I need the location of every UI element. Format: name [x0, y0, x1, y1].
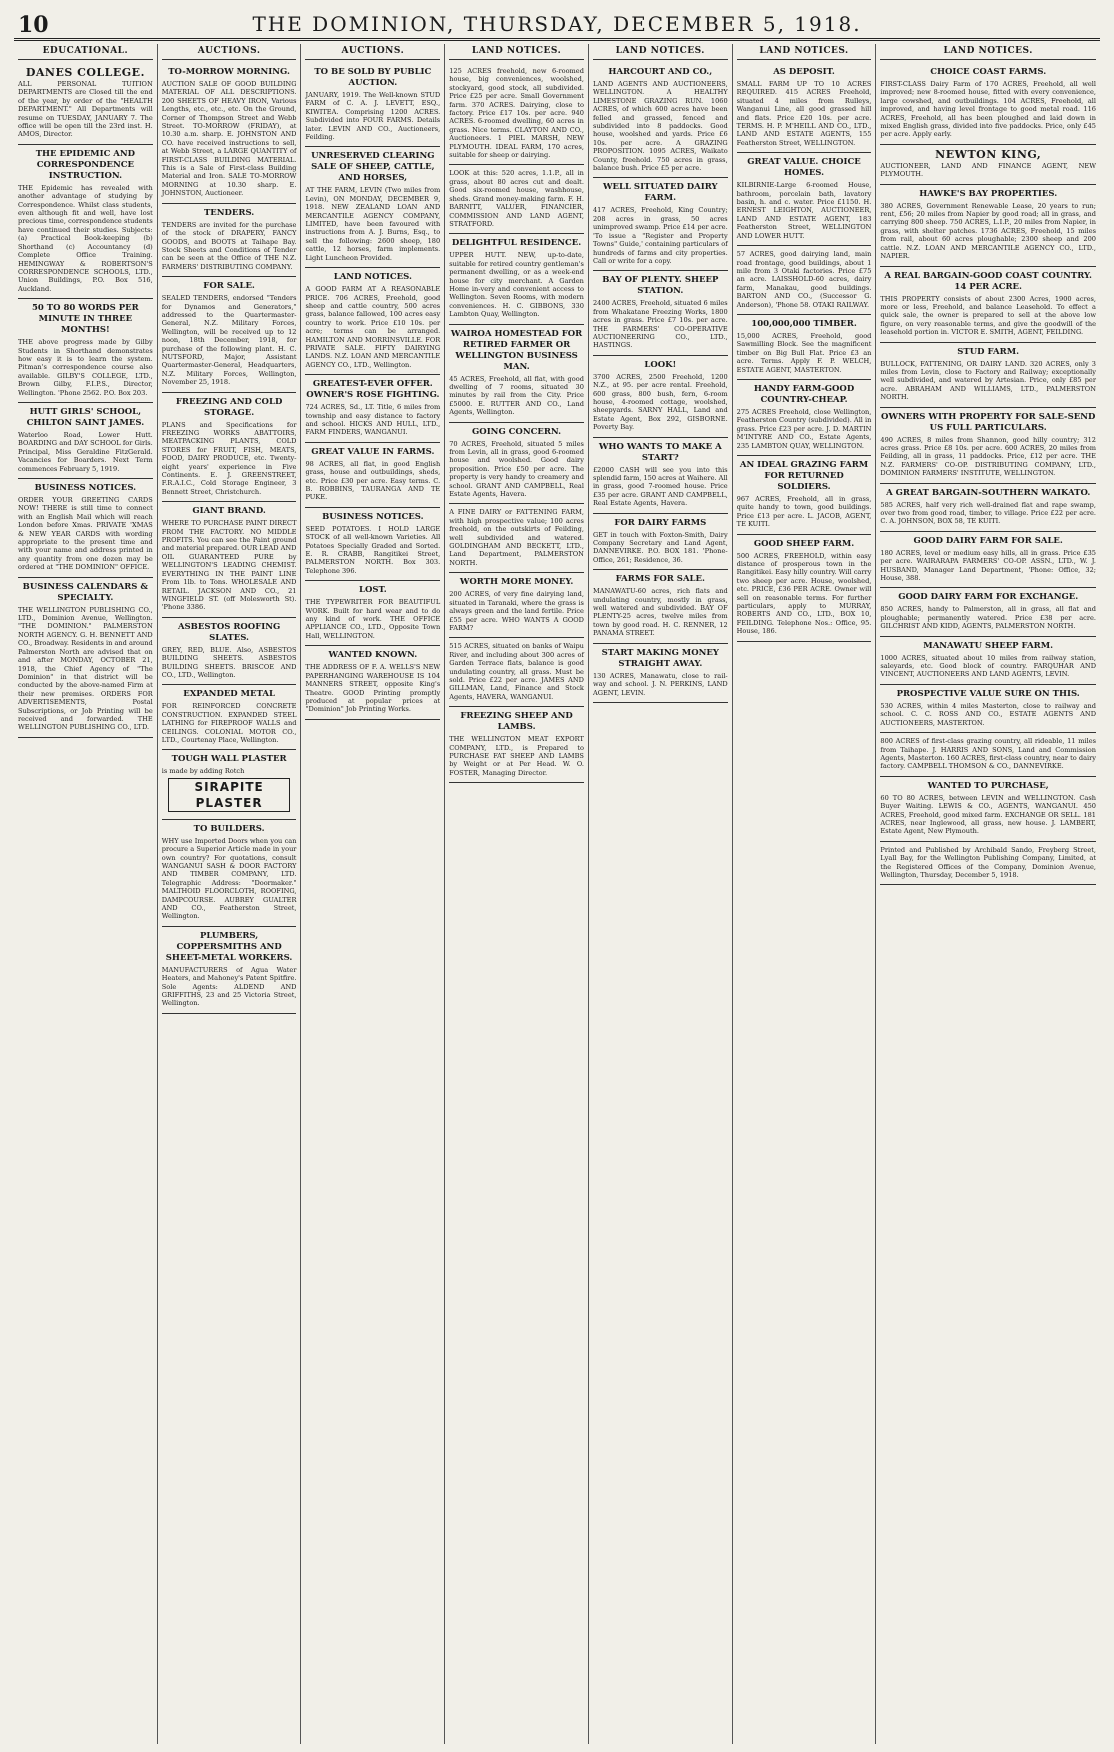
advertisement — [593, 570, 728, 643]
advertisement — [305, 508, 440, 581]
ad-heading: BAY OF PLENTY. SHEEP STATION. — [602, 275, 719, 297]
ad-heading: HAWKE'S BAY PROPERTIES. — [919, 188, 1058, 199]
advertisement — [880, 532, 1096, 589]
ad-body: 380 ACRES, Government Renewable Lease, 20 years to run; rent, £56; 20 miles from Napier by good road; all in grass, and carrying 800 sheep. 750 ACRES, L.I.P., 20 miles from Napier, in grass, with shelter patches. 1736 ACRES, Freehold, 15 miles from rail, about 60 acres ploughable; 2300 sheep and 200 cattle. N.Z. LOAN AND MERCANTILE AGENCY CO., LTD., NAPIER. — [880, 201, 1096, 261]
advertisement — [18, 145, 153, 299]
ad-heading: GOOD DAIRY FARM FOR EXCHANGE. — [898, 592, 1079, 603]
ad-heading: AN IDEAL GRAZING FARM FOR RETURNED SOLDIERS. — [739, 460, 869, 492]
advertisement — [449, 504, 584, 573]
ad-heading: TO-MORROW MORNING. — [168, 67, 290, 77]
ad-body: 1000 ACRES, situated about 10 miles from railway station, saleyards, etc. Good block of country. FARQUHAR AND VINCENT, AUCTIONEERS AND LAND AGENTS, LEVIN. — [880, 653, 1096, 679]
ad-body: 98 ACRES, all flat, in good English grass, house and outbuildings, sheds, etc. Price £30 per acre. Easy terms. C. B. ROBBINS, TAURANGA AND TE PUKE. — [305, 459, 441, 502]
ad-heading: PLUMBERS, COPPERSMITHS AND SHEET-METAL WORKERS. — [165, 930, 293, 963]
column-3 — [300, 44, 444, 1744]
ad-heading: FREEZING AND COLD STORAGE. — [175, 396, 283, 418]
column-heading: AUCTIONS. — [305, 44, 440, 60]
ad-heading: WELL SITUATED DAIRY FARM. — [603, 182, 718, 204]
ad-heading: AS DEPOSIT. — [773, 67, 835, 77]
ad-heading: STUD FARM. — [957, 346, 1020, 357]
ad-body: 800 ACRES of first-class grazing country, all rideable, 11 miles from Taihape. J. HARRIS AND SONS, Land and Commission Agents, Masterton. 160 ACRES, first-class country, near to dairy factory. CAMPBELL THOMSON & CO., DANNEVIRKE. — [880, 737, 1096, 771]
column-heading: EDUCATIONAL. — [18, 44, 153, 60]
ad-heading: GOOD DAIRY FARM FOR SALE. — [913, 535, 1063, 546]
advertisement — [737, 63, 872, 153]
advertisement — [162, 204, 297, 277]
advertisement — [880, 777, 1096, 842]
ad-body: ORDER YOUR GREETING CARDS NOW! THERE is still time to connect with an English Mail which will reach London before Xmas. PRIVATE 'XMAS & NEW YEAR CARDS with wording appropriate to the present time and with your name and address printed in any quantity from one dozen may be ordered at "THE DOMINION" OFFICE. — [18, 496, 153, 572]
ad-body: AUCTIONEER, LAND AND FINANCE AGENT, NEW PLYMOUTH. — [880, 161, 1096, 179]
ad-heading: ASBESTOS ROOFING SLATES. — [177, 621, 281, 643]
ad-body: A FINE DAIRY or FATTENING FARM, with high prospective value; 100 acres freehold, on the outskirts of Feilding, well subdivided and watered. GOLDINGHAM AND BECKETT, LTD., Land Department, PALMERSTON NORTH. — [449, 508, 584, 567]
ad-body: is made by adding Rotch — [161, 767, 245, 776]
advertisement — [593, 178, 728, 271]
ad-body: 724 ACRES, Sd., LT. Title, 6 miles from township and easy distance to factory and school. HICKS AND HULL, LTD., FARM FINDERS, WANGANUI. — [305, 403, 441, 437]
column-5 — [588, 44, 732, 1744]
ad-body: THE WELLINGTON MEAT EXPORT COMPANY, LTD., is Prepared to PURCHASE FAT SHEEP AND LAMBS by Weight or at Per Head. W. O. FOSTER, Managing Director. — [449, 735, 584, 777]
ad-body: ALL PERSONAL TUITION DEPARTMENTS are Closed till the end of the year, by order of the "HEALTH DEPARTMENT." All Departments will resume on TUESDAY, JANUARY 7. The office will be open till the 23rd inst. H. AMOS, Director. — [18, 80, 153, 139]
page-number: 10 — [18, 12, 49, 38]
advertisement — [880, 185, 1096, 267]
ad-heading: A GREAT BARGAIN-SOUTHERN WAIKATO. — [886, 487, 1091, 498]
advertisement — [449, 573, 584, 638]
column-heading: LAND NOTICES. — [593, 44, 728, 60]
advertisement — [737, 153, 872, 246]
ad-heading: GREAT VALUE. CHOICE HOMES. — [747, 157, 861, 179]
ad-body: SMALL FARM UP TO 10 ACRES REQUIRED. 415 ACRES Freehold, situated 4 miles from Rulleys, Wanganui Line, all good grassed hill and flats. Price £20 10s. per acre. TERMS. H. P. M'HEILL AND CO., LTD., LAND AND ESTATE AGENTS, 155 Featherston Street, WELLINGTON. — [736, 80, 872, 147]
advertisement — [593, 271, 728, 355]
advertisement — [737, 246, 872, 315]
ad-body: AUCTION SALE OF GOOD BUILDING MATERIAL OF ALL DESCRIPTIONS. 200 SHEETS OF HEAVY IRON, Various Lengths, etc., etc., etc. On the Ground, Corner of Thompson Street and Webb Street. TO-MORROW (FRIDAY), at 10.30 a.m. sharp. E. JOHNSTON AND CO. have received instructions to sell, at Webb Street, a LARGE QUANTITY of FIRST-CLASS BUILDING MATERIAL. This is a Sale of First-class Building Material and Iron. SALE TO-MORROW MORNING at 10.30 sharp. E. JOHNSTON, Auctioneer. — [161, 80, 297, 198]
advertisement — [305, 268, 440, 375]
advertisement — [593, 356, 728, 438]
advertisement — [162, 393, 297, 503]
ad-heading: 100,000,000 TIMBER. — [751, 318, 857, 329]
ad-body: TENDERS are invited for the purchase of the stock of DRAPERY, FANCY GOODS, and BOOTS at Taihape Bay. Stock Sheets and Conditions of Tender can be seen at the Office of THE N.Z. FARMERS' DISTRIBUTING COMPANY. — [161, 220, 297, 271]
ad-body: WHY use Imported Doors when you can procure a Superior Article made in your own country? For quotations, consult WANGANUI SASH & DOOR FACTORY AND TIMBER COMPANY, LTD. Telegraphic Address: "Doormaker." MALTHOID FLOORCLOTH, ROOFING, DAMPCOURSE. AUBREY GUALTER AND CO., Featherston Street, Wellington. — [161, 836, 297, 921]
ad-heading: NEWTON KING, — [935, 147, 1042, 161]
ad-body: KILBIRNIE-Large 6-roomed House, bathroom, porcelain bath, lavatory basin, h. and c. water. Price £1150. H. ERNEST LEIGHTON, AUCTIONEER, LAND AND ESTATE AGENT, 183 Featherston Street, WELLINGTON AND LOWER HUTT. — [736, 181, 872, 240]
ad-body: 3700 ACRES, 2500 Freehold, 1200 N.Z., at 95. per acre rental. Freehold, 600 grass, 800 bush, fern, 6-room house, 4-roomed cottage, woolshed, sheepyards. SARNY HALL, Land and Estate Agent, Box 292, GISBORNE. Poverty Bay. — [592, 372, 728, 432]
ad-body: 500 ACRES, FREEHOLD, within easy distance of prosperous town in the Rangitikei. Easy hilly country. Will carry two sheep per acre. House, woolshed, etc. PRICE, £36 PER ACRE. Owner will sell on reasonable terms. For further particulars, apply to MURRAY, ROBERTS AND CO., LTD., BOX 10, FEILDING. Telephone Nos.: Office, 95. House, 186. — [736, 551, 872, 636]
ad-body: THE ADDRESS OF F. A. WELLS'S NEW PAPERHANGING WAREHOUSE IS 104 MANNERS STREET, opposite King's Theatre. GOOD Printing promptly produced at popular prices at "Dominion" Job Printing Works. — [305, 663, 441, 714]
advertisement — [449, 325, 584, 423]
advertisement — [737, 380, 872, 456]
ad-body: 125 ACRES freehold, new 6-roomed house, big conveniences, woolshed, stockyard, good stock, all subdivided. Price £25 per acre. Small Government farm. 370 ACRES. Dairying, close to factory. Price £17 10s. per acre. 940 ACRES. 6-roomed dwelling, 60 acres in grass. Nice terms. CLAYTON AND CO., Auctioneers. 1 PIEL MARSH, NEW PLYMOUTH. IDEAL FARM, 170 acres, suitable for sheep or dairying. — [449, 67, 584, 160]
ad-heading: FARMS FOR SALE. — [615, 574, 705, 585]
ad-heading: HUTT GIRLS' SCHOOL, CHILTON SAINT JAMES. — [26, 406, 145, 428]
column-heading: LAND NOTICES. — [880, 44, 1096, 60]
ad-heading: START MAKING MONEY STRAIGHT AWAY. — [601, 647, 719, 669]
advertisement — [593, 63, 728, 178]
advertisement — [162, 618, 297, 686]
ad-body: 515 ACRES, situated on banks of Waipu River, and including about 300 acres of Garden Terrace flats, balance is good undulating country, all grass. Must be sold. Price £22 per acre. JAMES AND GILLMAN, Land, Finance and Stock Agents, HAVERA, WANGANUI. — [449, 642, 584, 701]
ad-heading: LOST. — [358, 585, 387, 596]
ad-heading: FREEZING SHEEP AND LAMBS. — [460, 711, 573, 733]
advertisement — [880, 145, 1096, 185]
advertisement — [162, 750, 297, 819]
ad-body: MANUFACTURERS of Agua Water Heaters, and Mahoney's Patent Spitfire. Sole Agents: ALDEND AND GRIFFITHS, 23 and 25 Victoria Street, Wellington. — [161, 965, 297, 1008]
ad-body: 60 TO 80 ACRES, between LEVIN and WELLINGTON. Cash Buyer Waiting. LEWIS & CO., AGENTS, WANGANUI. 450 ACRES, Freehold, good mixed farm. EXCHANGE OR SELL. 181 ACRES, near Inglewood, all grass, new house. J. LAMBERT, Estate Agent, New Plymouth. — [880, 793, 1096, 836]
ad-heading: PROSPECTIVE VALUE SURE ON THIS. — [896, 688, 1080, 699]
advertisement — [18, 479, 153, 578]
column-heading: AUCTIONS. — [162, 44, 297, 60]
ad-heading: UNRESERVED CLEARING SALE OF SHEEP, CATTLE, AND HORSES, — [311, 151, 435, 184]
column-7 — [875, 44, 1100, 1744]
ad-body: THE above progress made by Gilby Students in Shorthand demonstrates how easy it is to learn the system. Pitman's correspondence course also available. GILBY'S COLLEGE, LTD., Brown Gilby, F.I.P.S., Director, Wellington. 'Phone 2562. P.O. Box 203. — [18, 338, 153, 397]
ad-heading: EXPANDED METAL — [183, 689, 275, 700]
masthead — [14, 8, 1100, 41]
ad-display-line: SIRAPITE PLASTER — [168, 778, 291, 812]
ad-body: SEED POTATOES. I HOLD LARGE STOCK of all well-known Varieties. All Potatoes Specially Graded and Sorted. E. R. CRABB, Rangitikei Street, PALMERSTON NORTH. Box 303. Telephone 396. — [305, 524, 441, 575]
ad-body: THIS PROPERTY consists of about 2300 Acres, 1900 acres, more or less, Freehold, and balance Leasehold. To effect a quick sale, the owner is prepared to sell at the above low figure, on very reasonable terms, and give the goodwill of the leasehold portion in. VICTOR E. SMITH, AGENT, FEILDING. — [880, 294, 1096, 337]
ad-heading: TO BE SOLD BY PUBLIC AUCTION. — [314, 67, 432, 88]
advertisement — [593, 438, 728, 514]
ad-heading: MANAWATU SHEEP FARM. — [923, 640, 1054, 651]
advertisement — [880, 637, 1096, 685]
ad-body: 490 ACRES, 8 miles from Shannon, good hilly country; 312 acres grass. Price £8 10s. per acre. 600 ACRES, 20 miles from Feilding, all in grass, 11 paddocks. Price, £12 per acre. THE N.Z. FARMERS' CO-OP. DISTRIBUTING COMPANY, LTD., DOMINION FARMERS' INSTITUTE, WELLINGTON. — [880, 435, 1096, 478]
advertisement — [162, 63, 297, 204]
ad-body: Waterloo Road, Lower Hutt. BOARDING and DAY SCHOOL for Girls. Principal, Miss Geraldine FitzGerald. Vacancies for Boarders. Next Term commences February 5, 1919. — [18, 430, 153, 473]
ad-heading: OWNERS WITH PROPERTY FOR SALE-SEND US FULL PARTICULARS. — [881, 411, 1096, 433]
column-4 — [444, 44, 588, 1744]
ad-body: BULLOCK, FATTENING, OR DAIRY LAND. 320 ACRES, only 3 miles from Levin, close to Factory and Railway; exceptionally well subdivided, and watered by Artesian. Price, only £85 per acre. ABRAHAM AND WILLIAMS, LTD., PALMERSTON NORTH. — [880, 359, 1096, 402]
ad-body: 530 ACRES, within 4 miles Masterton, close to railway and school. C. C. ROSS AND CO., ESTATE AGENTS AND AUCTIONEERS, MASTERTON. — [880, 701, 1096, 727]
ad-body: THE TYPEWRITER FOR BEAUTIFUL WORK. Built for hard wear and to do any kind of work. THE OFFICE APPLIANCE CO., LTD., Opposite Town Hall, WELLINGTON. — [305, 598, 441, 640]
advertisement — [593, 514, 728, 571]
ad-body: 70 ACRES, Freehold, situated 5 miles from Levin, all in grass, good 6-roomed house and woolshed. Good dairy proposition. Price £50 per acre. The property is very handy to creamery and school. GRANT AND CAMPBELL, Real Estate Agents, Havera. — [449, 439, 584, 499]
ad-body: THE Epidemic has revealed with another advantage of studying by Correspondence. Whilst class students, even although fit and well, have lost precious time, correspondence students have continued their studies. Subjects: (a) Practical Book-keeping (b) Shorthand (c) Accountancy (d) Complete Office Training. HEMINGWAY & ROBERTSON'S CORRESPONDENCE SCHOOLS, LTD., Union Buildings, P.O. Box 516, Auckland. — [18, 183, 153, 293]
ad-body: 967 ACRES, Freehold, all in grass, quite handy to town, good buildings. Price £13 per acre. L. JACOB, AGENT, TE KUITI. — [736, 495, 872, 529]
ad-body: 275 ACRES Freehold, close Wellington, Featherston Country (subdivided). All in grass. Price £23 per acre. J. D. MARTIN M'INTYRE AND CO., Estate Agents, 235 LAMBTON QUAY, WELLINGTON. — [736, 407, 872, 450]
ad-heading: CHOICE COAST FARMS. — [930, 67, 1047, 77]
column-6 — [732, 44, 876, 1744]
ad-body: PLANS and Specifications for FREEZING WORKS ABATTOIRS, MEATPACKING PLANTS, COLD STORES for FRUIT, FISH, MEATS, FOOD, DAIRY PRODUCE, etc. Twenty-eight years' experience in Five Continents. E. J. GREENSTREET, F.R.A.I.C., Cold Storage Engineer, 3 Bennett Street, Christchurch. — [161, 420, 297, 496]
advertisement — [18, 578, 153, 738]
advertisement — [880, 685, 1096, 733]
ad-body: Printed and Published by Archibald Sando, Freyberg Street, Lyall Bay, for the Wellington Publishing Company, Limited, at the Registered Offices of the Company, Dominion Avenue, Wellington, Thursday, December 5, 1918. — [880, 845, 1096, 879]
advertisement — [305, 375, 440, 443]
advertisement — [162, 927, 297, 1014]
ad-body: MANAWATU-60 acres, rich flats and undulating country, mostly in grass, well watered and subdivided. BAY OF PLENTY-25 acres, twelve miles from town by good road. H. C. RENNER, 12 PANAMA STREET. — [592, 587, 728, 638]
ad-body: UPPER HUTT. NEW, up-to-date, suitable for retired country gentleman's permanent dwelling, or as a week-end house for city merchant. A Garden Home in-very and convenient access to Wellington. Seven Rooms, with modern conveniences. H. C. GIBBONS, 330 Lambton Quay, Wellington. — [449, 251, 584, 319]
ad-body: SEALED TENDERS, endorsed "Tenders for Dynamos and Generators," addressed to the Quartermaster-General, N.Z. Military Forces, Wellington, will be received up to 12 noon, 18th December, 1918, for purchase of the following plant. H. C. NUTSFORD, Major, Assistant Quartermaster-General, Headquarters, N.Z. Military Forces, Wellington, November 25, 1918. — [161, 294, 297, 387]
ad-body: 180 ACRES, level or medium easy hills, all in grass. Price £35 per acre. WAIRARAPA FARMERS' CO-OP. ASSN., LTD., W. J. HUSBAND, Manager Land Department, 'Phone: Office, 32; House, 388. — [880, 548, 1096, 583]
advertisement — [449, 638, 584, 707]
ad-heading: HARCOURT AND CO., — [608, 67, 713, 77]
advertisement — [162, 502, 297, 617]
advertisement — [305, 646, 440, 719]
advertisement — [880, 343, 1096, 408]
ad-body: AT THE FARM, LEVIN (Two miles from Levin), ON MONDAY, DECEMBER 9, 1918. NEW ZEALAND LOAN AND MERCANTILE AGENCY COMPANY, LIMITED, have been favoured with instructions from A. J. Burns, Esq., to sell the following: 2600 sheep, 180 cattle, 12 horses, farm implements. Light Luncheon Provided. — [305, 186, 441, 262]
advertisement — [737, 535, 872, 642]
advertisement — [305, 443, 440, 508]
ad-body: 850 ACRES, handy to Palmerston, all in grass, all flat and ploughable; permanently watered. Price £38 per acre. GILCHRIST AND KIDD, AGENTS, PALMERSTON NORTH. — [880, 605, 1096, 631]
advertisement — [737, 456, 872, 535]
advertisement — [449, 165, 584, 234]
ad-heading: WORTH MORE MONEY. — [459, 577, 574, 588]
masthead-title: THE DOMINION, THURSDAY, DECEMBER 5, 1918. — [252, 12, 862, 36]
ad-heading: TENDERS. — [203, 207, 255, 218]
ad-body: 585 ACRES, half very rich well-drained flat and rape swamp, over two from good road, timber, to village. Price £22 per acre. C. A. JOHNSON, BOX 58, TE KUITI. — [880, 500, 1096, 526]
ad-heading: WANTED TO PURCHASE, — [927, 780, 1049, 791]
ad-heading: WANTED KNOWN. — [328, 650, 418, 661]
ad-body: GREY, RED, BLUE. Also, ASBESTOS BUILDING SHEETS. ASBESTOS BUILDING SHEETS. BRISCOE AND CO., LTD., Wellington. — [161, 645, 297, 679]
column-2 — [157, 44, 301, 1744]
ad-body: THE WELLINGTON PUBLISHING CO., LTD., Dominion Avenue, Wellington. "THE DOMINION." PALMERSTON NORTH AGENCY. G. H. BENNETT AND CO., Broadway. Residents in and around Palmerston North are advised that on and after MONDAY, OCTOBER 21, 1918, the Chief Agency of "The Dominion" in that district will be conducted by the above-named Firm at their new premises. ORDERS FOR ADVERTISEMENTS, Postal Subscriptions, or Job Printing will be received and forwarded. THE WELLINGTON PUBLISHING CO., LTD. — [18, 605, 153, 732]
column-heading: LAND NOTICES. — [737, 44, 872, 60]
advertisement — [593, 644, 728, 703]
ad-body: 15,000 ACRES, Freehold, good Sawmilling Block. See the magnificent timber on Big Bull Flat. Price £3 an acre. Terms. Apply F. P. WELCH, ESTATE AGENT, MASTERTON. — [736, 331, 872, 374]
advertisement — [880, 267, 1096, 343]
ad-heading: WHO WANTS TO MAKE A START? — [598, 441, 722, 463]
ad-body: 45 ACRES, Freehold, all flat, with good dwelling of 7 rooms, situated 30 minutes by rail from the City. Price £5000. E. RUTTER AND CO., Land Agents, Wellington. — [449, 374, 584, 417]
ad-body: £2000 CASH will see you into this splendid farm, 150 acres at Waihere. All in grass, good 7-roomed house. Price £35 per acre. GRANT AND CAMPBELL, Real Estate Agents, Havera. — [592, 465, 728, 508]
advertisement — [737, 315, 872, 380]
advertisement — [880, 63, 1096, 145]
ad-body: A GOOD FARM AT A REASONABLE PRICE. 706 ACRES, Freehold, good sheep and cattle country, 500 acres grass, balance fallowed, 100 acres easy country to work. Price £10 10s. per acre; terms can be arranged. HAMILTON AND MORRINSVILLE. FOR PRIVATE SALE. FIFTY DAIRYING LANDS. N.Z. LOAN AND MERCANTILE AGENCY CO., LTD., Wellington. — [305, 285, 441, 369]
advertisement — [880, 588, 1096, 636]
ad-heading: BUSINESS CALENDARS & SPECIALTY. — [22, 581, 149, 603]
ad-heading: LAND NOTICES. — [333, 272, 412, 283]
advertisement — [880, 408, 1096, 484]
advertisement — [305, 581, 440, 646]
ad-heading: THE EPIDEMIC AND CORRESPONDENCE INSTRUCTION. — [35, 148, 136, 181]
advertisement — [162, 820, 297, 927]
advertisement — [449, 707, 584, 783]
ad-heading: BUSINESS NOTICES. — [322, 511, 424, 522]
ad-heading: DELIGHTFUL RESIDENCE. — [451, 238, 582, 249]
ad-heading: WAIROA HOMESTEAD FOR RETIRED FARMER OR WELLINGTON BUSINESS MAN. — [450, 328, 583, 372]
advertisement — [449, 423, 584, 505]
advertisement — [18, 403, 153, 479]
ad-heading: TOUGH WALL PLASTER — [171, 754, 287, 765]
ad-heading: FOR DAIRY FARMS — [614, 517, 707, 528]
ad-heading: HANDY FARM-GOOD COUNTRY-CHEAP. — [753, 383, 855, 405]
column-heading: LAND NOTICES. — [449, 44, 584, 60]
ad-heading: TO BUILDERS. — [193, 823, 265, 834]
ad-heading: FOR SALE. — [203, 281, 255, 292]
advertisement — [305, 63, 440, 147]
ad-heading: BUSINESS NOTICES. — [34, 483, 137, 493]
ad-body: GET in touch with Foxton-Smith, Dairy Company Secretary and Land Agent, DANNEVIRKE. P.O. BOX 181. 'Phone-Office, 261; Residence, 36. — [592, 530, 728, 564]
advertisement — [880, 842, 1096, 886]
ad-heading: A REAL BARGAIN-GOOD COAST COUNTRY. 14 PER ACRE. — [884, 270, 1092, 292]
ad-body: LOOK at this: 520 acres, 1.1.P., all in grass, about 80 acres cut and dealt. Good six-roomed house, washhouse, sheds. Grand money-making farm. F. H. BARNITT, VALUER, FINANCIER, COMMISSION AND LAND AGENT, STRATFORD. — [449, 169, 584, 228]
ad-body: 200 ACRES, of very fine dairying land, situated in Taranaki, where the grass is always green and the land fertile. Price £55 per acre. WHO WANTS A GOOD FARM? — [449, 590, 584, 632]
ad-heading: GIANT BRAND. — [192, 506, 266, 517]
ad-heading: GOOD SHEEP FARM. — [753, 538, 855, 549]
ad-heading: LOOK! — [644, 359, 677, 370]
ad-heading: GOING CONCERN. — [472, 426, 562, 437]
ad-body: FOR REINFORCED CONCRETE CONSTRUCTION. EXPANDED STEEL LATHING for FIREPROOF WALLS and CEILINGS. COLONIAL MOTOR CO., LTD., Courtenay Place, Wellington. — [161, 702, 297, 744]
ad-body: 417 ACRES, Freehold, King Country; 208 acres in grass, 50 acres unimproved swamp. Price £14 per acre. 'To issue a "Register and Property Towns" Guide,' containing particulars of hundreds of farms and city properties. Call or write for a copy. — [592, 206, 728, 265]
advertisement — [18, 299, 153, 403]
advertisement — [305, 147, 440, 268]
column-1 — [14, 44, 157, 1744]
advertisement — [449, 234, 584, 324]
ad-body: JANUARY, 1919. The Well-known STUD FARM of C. A. J. LEVETT, ESQ., KIWITEA. Comprising 1200 ACRES. Subdivided into FOUR FARMS. Details later. LEVIN AND CO., Auctioneers, Feilding. — [305, 91, 441, 142]
advertisement — [18, 63, 153, 145]
ad-heading: GREAT VALUE IN FARMS. — [311, 446, 435, 457]
ad-body: 130 ACRES, Manawatu, close to rail-way and school. J. N. PERKINS, LAND AGENT, LEVIN. — [592, 671, 728, 697]
ad-body: LAND AGENTS AND AUCTIONEERS, WELLINGTON. A HEALTHY LIMESTONE GRAZING RUN. 1060 ACRES, of which 600 acres have been felled and grassed, fenced and subdivided into 8 paddocks. Good house, woolshed and yards. Price £6 10s. per acre. A GRAZING PROPOSITION. 1095 ACRES, Waikato County, freehold. 750 acres in grass, balance bush. Price £5 per acre. — [592, 80, 728, 173]
ad-heading: 50 TO 80 WORDS PER MINUTE IN THREE MONTHS! — [32, 303, 139, 336]
ad-body: FIRST-CLASS Dairy Farm of 170 ACRES, Freehold, all well improved; new 8-roomed house, fitted with every convenience, large cowshed, and outbuildings. 104 ACRES, Freehold, all improved, and having level frontage to good metal road. 116 ACRES, Freehold, all has been ploughed and laid down in mixed English grass, divided into five paddocks. Price, only £45 per acre. Apply early. — [880, 80, 1096, 139]
ad-heading: GREATEST-EVER OFFER. OWNER'S ROSE FIGHTING. — [306, 379, 440, 401]
ad-body: WHERE TO PURCHASE PAINT DIRECT FROM THE FACTORY. NO MIDDLE PROFITS. You can see the Paint ground and material prepared. OUR LEAD AND OIL GUARANTEED PURE by WELLINGTON'S LEADING CHEMIST. EVERYTHING IN THE PAINT LINE From 1lb. to Tons. WHOLESALE AND RETAIL. JACKSON AND CO., 21 WINGFIELD ST. (off Molesworth St). 'Phone 3386. — [161, 519, 297, 612]
advertisement — [880, 484, 1096, 532]
ad-body: 57 ACRES, good dairying land, main road frontage, good buildings, about 1 mile from 3 Otaki factories. Price £75 an acre. LAISSHOLD-60 acres, dairy farm, Manakau, good buildings. BARTON AND CO., (Successor G. Anderson), 'Phone 58. OTAKI RAILWAY. — [736, 250, 872, 309]
advertisement — [880, 733, 1096, 777]
newspaper-page — [14, 44, 1100, 1744]
ad-body: 2400 ACRES, Freehold, situated 6 miles from Whakatane Freezing Works, 1800 acres in grass. Price £7 10s. per acre. THE FARMERS' CO-OPERATIVE AUCTIONEERING CO., LTD., HASTINGS. — [592, 299, 728, 350]
advertisement — [449, 63, 584, 165]
ad-heading: DANES COLLEGE. — [25, 66, 145, 79]
advertisement — [162, 277, 297, 392]
advertisement — [162, 685, 297, 750]
